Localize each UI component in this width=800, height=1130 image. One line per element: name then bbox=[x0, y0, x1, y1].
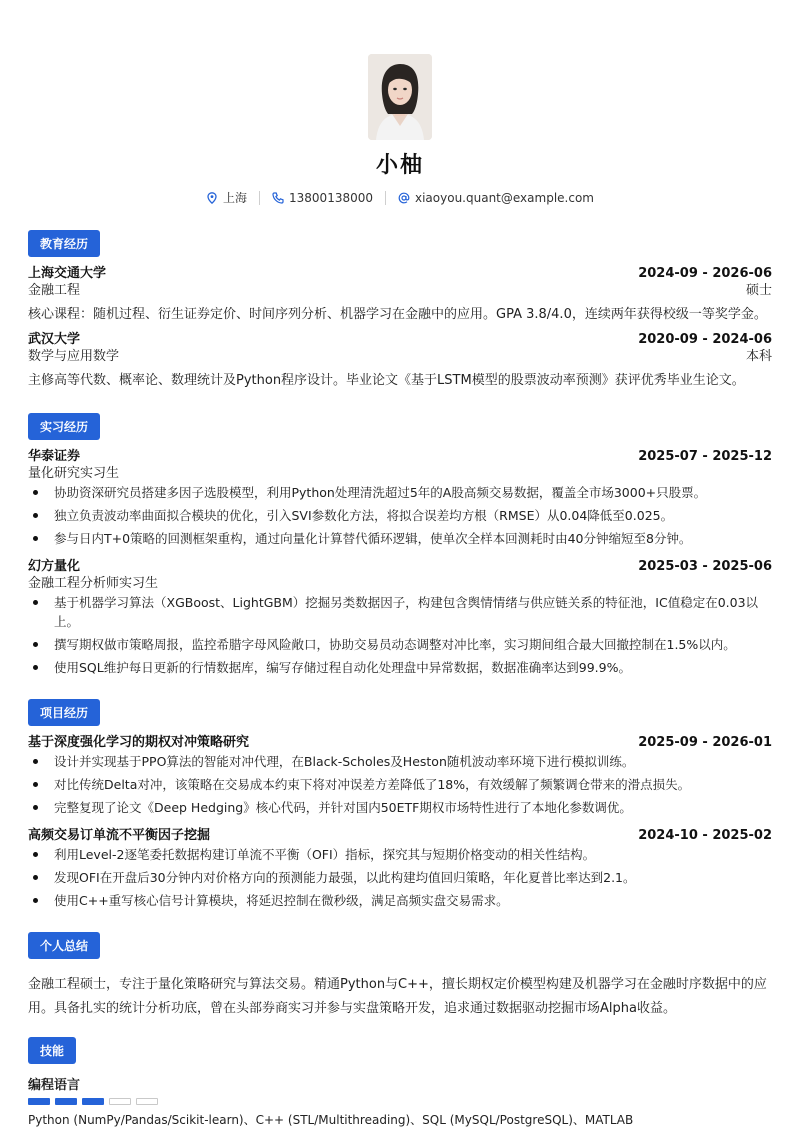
major: 金融工程 bbox=[28, 283, 81, 298]
bullet-item: 使用C++重写核心信号计算模块，将延迟控制在微秒级，满足高频实盘交易需求。 bbox=[28, 891, 772, 910]
bullet-list bbox=[28, 845, 772, 910]
skill-level-meter bbox=[28, 1098, 772, 1105]
project-entry bbox=[28, 734, 772, 817]
project-title: 基于深度强化学习的期权对冲策略研究 bbox=[28, 735, 250, 750]
contact-divider bbox=[259, 191, 260, 205]
skill-description: Python (NumPy/Pandas/Scikit-learn)、C++ (STL/Multithreading)、SQL (MySQL/PostgreSQL)、MATLAB bbox=[28, 1113, 634, 1127]
school-name: 上海交通大学 bbox=[28, 266, 107, 281]
contact-phone bbox=[272, 191, 373, 205]
bullet-item: 发现OFI在开盘后30分钟内对价格方向的预测能力最强，以此构建均值回归策略，年化夏普比率达到2.1。 bbox=[28, 868, 772, 887]
date-range: 2024-09 - 2026-06 bbox=[638, 266, 772, 281]
skill-title: 编程语言 bbox=[28, 1078, 81, 1093]
project-title: 高频交易订单流不平衡因子挖掘 bbox=[28, 828, 211, 843]
date-range: 2024-10 - 2025-02 bbox=[638, 828, 772, 843]
section-heading-internship: 实习经历 bbox=[28, 413, 100, 440]
skill-level-filled bbox=[82, 1098, 104, 1105]
phone-text: 13800138000 bbox=[289, 190, 373, 205]
bullet-item: 利用Level-2逐笔委托数据构建订单流不平衡（OFI）指标，探究其与短期价格变动的相关性结构。 bbox=[28, 845, 772, 864]
degree: 本科 bbox=[745, 349, 772, 364]
location-pin-icon bbox=[206, 192, 218, 204]
contact-location bbox=[206, 189, 247, 206]
skill-level-empty bbox=[136, 1098, 158, 1105]
profile-photo bbox=[368, 54, 432, 140]
bullet-item: 协助资深研究员搭建多因子选股模型，利用Python处理清洗超过5年的A股高频交易数据，覆盖全市场3000+只股票。 bbox=[28, 483, 772, 502]
bullet-item: 使用SQL维护每日更新的行情数据库，编写存储过程自动化处理盘中异常数据，数据准确率达到99.9%。 bbox=[28, 658, 772, 677]
bullet-list bbox=[28, 593, 772, 677]
contact-divider bbox=[385, 191, 386, 205]
summary-text: 金融工程硕士，专注于量化策略研究与算法交易。精通Python与C++，擅长期权定价模型构建及机器学习在金融时序数据中的应用。具备扎实的统计分析功底，曾在头部券商实习并参与实盘策略开发，追求通过数据驱动挖掘市场Alpha收益。 bbox=[28, 977, 767, 1016]
education-description: 核心课程：随机过程、衍生证券定价、时间序列分析、机器学习在金融中的应用。GPA 3.8/4.0，连续两年获得校级一等奖学金。 bbox=[28, 307, 767, 322]
portrait-image bbox=[368, 54, 432, 140]
bullet-list bbox=[28, 752, 772, 817]
date-range: 2025-03 - 2025-06 bbox=[638, 559, 772, 574]
date-range: 2025-09 - 2026-01 bbox=[638, 735, 772, 750]
company-name: 幻方量化 bbox=[28, 559, 81, 574]
skill-level-filled bbox=[55, 1098, 77, 1105]
bullet-item: 设计并实现基于PPO算法的智能对冲代理，在Black-Scholes及Heston随机波动率环境下进行模拟训练。 bbox=[28, 752, 772, 771]
bullet-item: 完整复现了论文《Deep Hedging》核心代码，并针对国内50ETF期权市场特性进行了本地化参数调优。 bbox=[28, 798, 772, 817]
school-name: 武汉大学 bbox=[28, 332, 81, 347]
location-text: 上海 bbox=[223, 191, 248, 205]
degree: 硕士 bbox=[745, 283, 772, 298]
phone-icon bbox=[272, 192, 284, 204]
contact-email bbox=[398, 191, 594, 205]
internship-entry bbox=[28, 558, 772, 677]
project-entry bbox=[28, 827, 772, 910]
bullet-item: 基于机器学习算法（XGBoost、LightGBM）挖掘另类数据因子，构建包含舆情情绪与供应链关系的特征池，IC值稳定在0.03以上。 bbox=[28, 593, 772, 631]
internship-entry bbox=[28, 448, 772, 548]
bullet-item: 对比传统Delta对冲，该策略在交易成本约束下将对冲误差方差降低了18%，有效缓解了频繁调仓带来的滑点损失。 bbox=[28, 775, 772, 794]
at-sign-icon bbox=[398, 192, 410, 204]
education-description: 主修高等代数、概率论、数理统计及Python程序设计。毕业论文《基于LSTM模型的股票波动率预测》获评优秀毕业生论文。 bbox=[28, 373, 745, 388]
major: 数学与应用数学 bbox=[28, 349, 120, 364]
section-heading-projects: 项目经历 bbox=[28, 699, 100, 726]
date-range: 2020-09 - 2024-06 bbox=[638, 332, 772, 347]
section-heading-education: 教育经历 bbox=[28, 230, 100, 257]
section-heading-summary: 个人总结 bbox=[28, 932, 100, 959]
company-name: 华泰证券 bbox=[28, 449, 81, 464]
skill-entry bbox=[28, 1074, 772, 1128]
contact-bar bbox=[206, 189, 594, 206]
resume-header bbox=[28, 0, 772, 206]
date-range: 2025-07 - 2025-12 bbox=[638, 449, 772, 464]
skill-level-filled bbox=[28, 1098, 50, 1105]
candidate-name: 小柚 bbox=[375, 153, 424, 178]
bullet-list bbox=[28, 483, 772, 548]
section-heading-skills: 技能 bbox=[28, 1037, 76, 1064]
job-role: 量化研究实习生 bbox=[28, 466, 120, 481]
bullet-item: 撰写期权做市策略周报，监控希腊字母风险敞口，协助交易员动态调整对冲比率，实习期间组合最大回撤控制在1.5%以内。 bbox=[28, 635, 772, 654]
education-entry bbox=[28, 331, 772, 391]
skill-level-empty bbox=[109, 1098, 131, 1105]
bullet-item: 独立负责波动率曲面拟合模块的优化，引入SVI参数化方法，将拟合误差均方根（RMSE）从0.04降低至0.025。 bbox=[28, 506, 772, 525]
bullet-item: 参与日内T+0策略的回测框架重构，通过向量化计算替代循环逻辑，使单次全样本回测耗时由40分钟缩短至8分钟。 bbox=[28, 529, 772, 548]
job-role: 金融工程分析师实习生 bbox=[28, 576, 159, 591]
email-link[interactable]: xiaoyou.quant@example.com bbox=[415, 190, 594, 205]
education-entry bbox=[28, 265, 772, 325]
